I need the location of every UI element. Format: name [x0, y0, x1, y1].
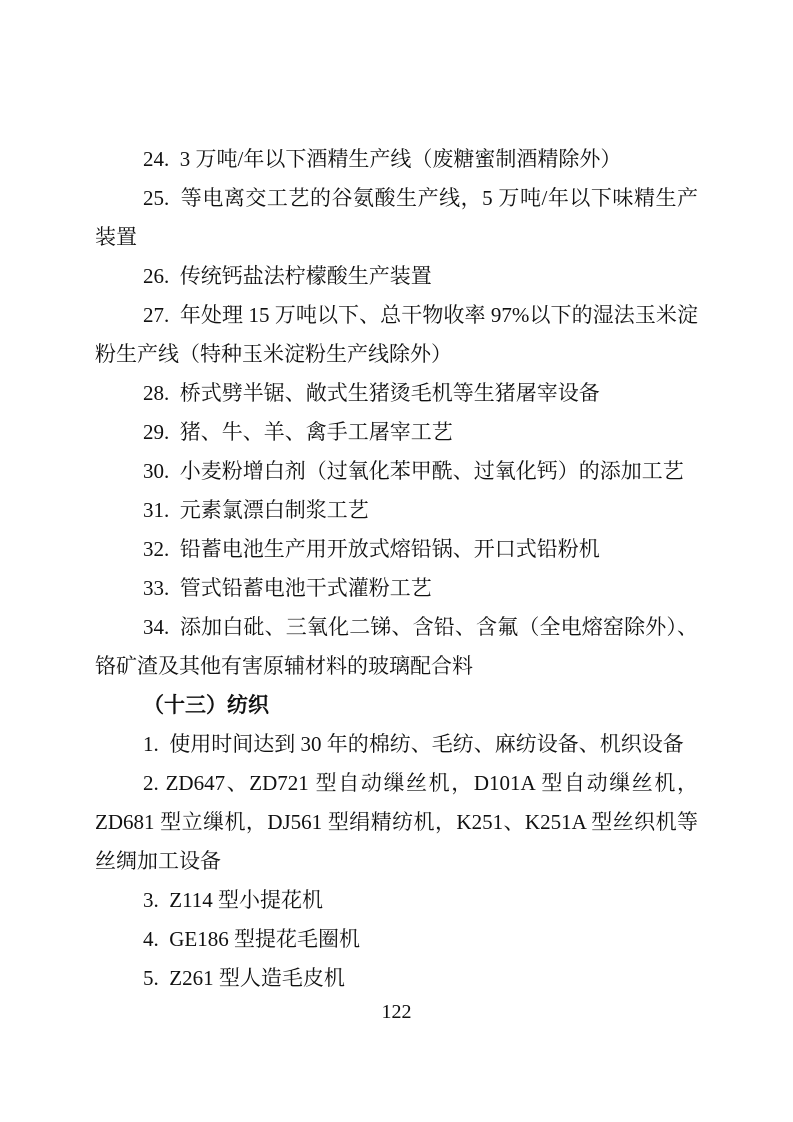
list-paragraph: 1. 使用时间达到 30 年的棉纺、毛纺、麻纺设备、机织设备	[143, 732, 684, 756]
list-paragraph: 4. GE186 型提花毛圈机	[143, 927, 360, 951]
list-paragraph: 33. 管式铅蓄电池干式灌粉工艺	[143, 576, 432, 600]
list-paragraph: 25. 等电离交工艺的谷氨酸生产线，5 万吨/年以下味精生产装置	[95, 186, 698, 249]
list-paragraph: 31. 元素氯漂白制浆工艺	[143, 498, 369, 522]
list-paragraph: 34. 添加白砒、三氧化二锑、含铅、含氟（全电熔窑除外）、铬矿渣及其他有害原辅材料的玻璃配合料	[95, 615, 698, 678]
list-paragraph: 32. 铅蓄电池生产用开放式熔铅锅、开口式铅粉机	[143, 537, 600, 561]
list-paragraph: 5. Z261 型人造毛皮机	[143, 966, 345, 990]
page-number: 122	[381, 1001, 412, 1023]
list-paragraph: 30. 小麦粉增白剂（过氧化苯甲酰、过氧化钙）的添加工艺	[143, 459, 684, 483]
section-heading: （十三）纺织	[143, 693, 269, 717]
document-body	[95, 140, 698, 998]
list-paragraph: 26. 传统钙盐法柠檬酸生产装置	[143, 264, 432, 288]
list-paragraph: 27. 年处理 15 万吨以下、总干物收率 97%以下的湿法玉米淀粉生产线（特种玉米淀粉生产线除外）	[95, 303, 698, 366]
list-paragraph: 28. 桥式劈半锯、敞式生猪烫毛机等生猪屠宰设备	[143, 381, 600, 405]
list-paragraph: 3. Z114 型小提花机	[143, 888, 324, 912]
list-paragraph: 2. ZD647、ZD721 型自动缫丝机，D101A 型自动缫丝机，ZD681 型立缫机，DJ561 型绢精纺机，K251、K251A 型丝织机等丝绸加工设备	[95, 771, 698, 873]
list-paragraph: 29. 猪、牛、羊、禽手工屠宰工艺	[143, 420, 453, 444]
list-paragraph: 24. 3 万吨/年以下酒精生产线（废糖蜜制酒精除外）	[143, 147, 622, 171]
